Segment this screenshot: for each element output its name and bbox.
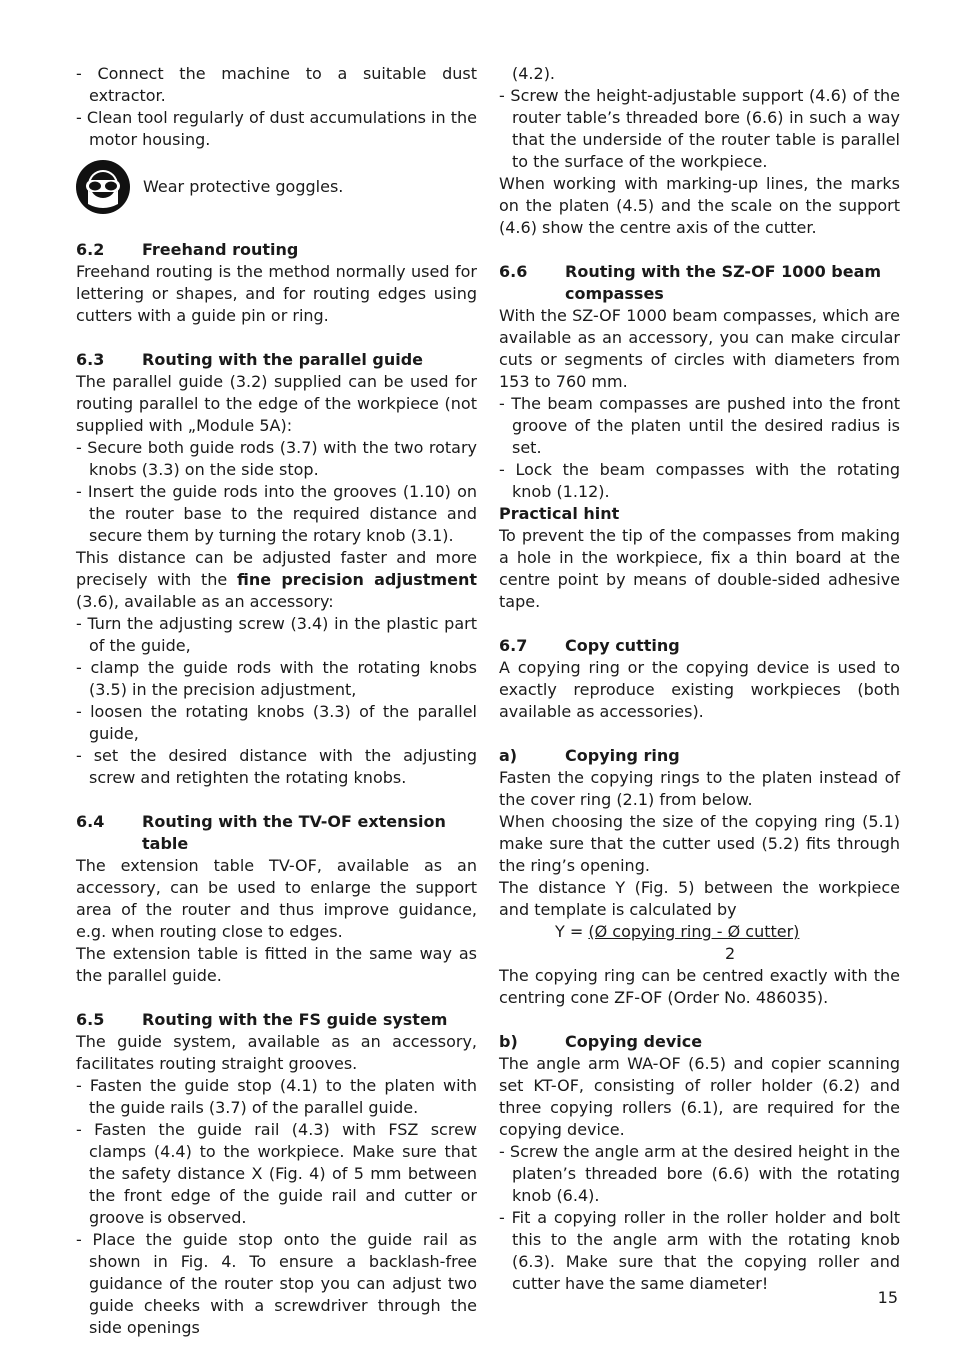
paragraph: Fasten the copying rings to the platen instead of the cover ring (2.1) from below. (499, 768, 900, 809)
paragraph: The extension table is fitted in the same way as the parallel guide. (76, 944, 477, 985)
section-title: Freehand routing (142, 240, 299, 259)
section-heading-6-3 (76, 349, 477, 371)
continuation-text: (4.2). (512, 64, 556, 83)
section-title: Copying device (565, 1032, 703, 1051)
right-column (499, 63, 900, 1295)
list-item: - Insert the guide rods into the grooves (1.10) on the router base to the required distance and secure them by turning the rotary knob (3.1). (76, 482, 477, 545)
formula (499, 921, 900, 943)
section-title: Routing with the parallel guide (142, 350, 424, 369)
section-number: 6.6 (499, 262, 528, 281)
list-item: - Turn the adjusting screw (3.4) in the plastic part of the guide, (76, 614, 477, 655)
paragraph: The parallel guide (3.2) supplied can be used for routing parallel to the edge of the workpiece (not supplied with „Module 5A): (76, 372, 477, 435)
paragraph: The copying ring can be centred exactly with the centring cone ZF-OF (Order No. 486035). (499, 966, 900, 1007)
paragraph: Freehand routing is the method normally used for lettering or shapes, and for routing edges using cutters with a guide pin or ring. (76, 262, 477, 325)
section-heading-b (499, 1031, 900, 1053)
section-heading-a (499, 745, 900, 767)
text: This distance can be adjusted faster and more precisely with the (76, 548, 477, 589)
list-item: - Screw the angle arm at the desired height in the platen’s threaded bore (6.6) with the rotating knob (6.4). (499, 1142, 900, 1205)
text: (3.6), available as an accessory: (76, 592, 334, 611)
warning-text: Wear protective goggles. (143, 177, 344, 196)
section-number: a) (499, 746, 518, 765)
paragraph: When working with marking-up lines, the marks on the platen (4.5) and the scale on the support (4.6) show the centre axis of the cutter. (499, 174, 900, 237)
list-item: - clamp the guide rods with the rotating knobs (3.5) in the precision adjustment, (76, 658, 477, 699)
section-title: Copying ring (565, 746, 680, 765)
list-item: - Lock the beam compasses with the rotating knob (1.12). (499, 460, 900, 501)
list-item: - Fit a copying roller in the roller holder and bolt this to the angle arm with the rotating knob (6.3). Make sure that the copying roller and cutter have the same diameter! (499, 1208, 900, 1293)
list-item: - Connect the machine to a suitable dust extractor. (76, 64, 477, 105)
list-item: - Secure both guide rods (3.7) with the two rotary knobs (3.3) on the side stop. (76, 438, 477, 479)
section-title: Routing with the SZ-OF 1000 beam compasses (565, 262, 882, 303)
list-item: - Fasten the guide stop (4.1) to the platen with the guide rails (3.7) of the parallel guide. (76, 1076, 477, 1117)
paragraph: The guide system, available as an accessory, facilitates routing straight grooves. (76, 1032, 477, 1073)
formula-denominator: 2 (725, 944, 736, 963)
paragraph (76, 547, 477, 613)
paragraph: A copying ring or the copying device is used to exactly reproduce existing workpieces (both available as accessories). (499, 658, 900, 721)
section-heading-6-7 (499, 635, 900, 657)
paragraph: The extension table TV-OF, available as an accessory, can be used to enlarge the support area of the router and thus improve guidance, e.g. when routing close to edges. (76, 856, 477, 941)
formula-lhs: Y = (555, 922, 589, 941)
paragraph: The angle arm WA-OF (6.5) and copier scanning set KT-OF, consisting of roller holder (6.2) and three copying rollers (6.1), are required for the copying device. (499, 1054, 900, 1139)
section-title: Routing with the FS guide system (142, 1010, 448, 1029)
section-heading-6-4 (76, 811, 477, 855)
safety-goggles-icon (76, 160, 130, 214)
section-number: 6.2 (76, 240, 105, 259)
page-number: 15 (877, 1288, 898, 1307)
section-heading-6-6 (499, 261, 900, 305)
left-column (76, 63, 477, 1339)
list-item: - Place the guide stop onto the guide rail as shown in Fig. 4. To ensure a backlash-free guidance of the router stop you can adjust two guide cheeks with a screwdriver through the side openings (76, 1230, 477, 1337)
paragraph: With the SZ-OF 1000 beam compasses, which are available as an accessory, you can make circular cuts or segments of circles with diameters from 153 to 760 mm. (499, 306, 900, 391)
section-heading-6-5 (76, 1009, 477, 1031)
list-item: - Fasten the guide rail (4.3) with FSZ screw clamps (4.4) to the workpiece. Make sure that the safety distance X (Fig. 4) of 5 mm between the front edge of the guide rail and cutter or groove is observed. (76, 1120, 477, 1227)
section-number: 6.4 (76, 812, 105, 831)
section-number: 6.7 (499, 636, 528, 655)
section-number: b) (499, 1032, 518, 1051)
section-number: 6.5 (76, 1010, 105, 1029)
list-item: - loosen the rotating knobs (3.3) of the parallel guide, (76, 702, 477, 743)
bold-term: fine precision adjustment (237, 570, 477, 589)
paragraph: The distance Y (Fig. 5) between the workpiece and template is calculated by (499, 878, 900, 919)
section-title: Routing with the TV-OF extension table (142, 812, 446, 853)
formula-numerator: (Ø copying ring - Ø cutter) (588, 922, 800, 941)
warning-notice (76, 159, 477, 215)
section-number: 6.3 (76, 350, 105, 369)
section-heading-6-2 (76, 239, 477, 261)
hint-title: Practical hint (499, 504, 620, 523)
list-item: - Screw the height-adjustable support (4.6) of the router table’s threaded bore (6.6) in such a way that the underside of the router table is parallel to the surface of the workpiece. (499, 86, 900, 171)
list-item: - set the desired distance with the adjusting screw and retighten the rotating knobs. (76, 746, 477, 787)
section-title: Copy cutting (565, 636, 680, 655)
paragraph: To prevent the tip of the compasses from making a hole in the workpiece, fix a thin board at the centre point by means of double-sided adhesive tape. (499, 526, 900, 611)
list-item: - Clean tool regularly of dust accumulations in the motor housing. (76, 108, 477, 149)
list-item: - The beam compasses are pushed into the front groove of the platen until the desired radius is set. (499, 394, 900, 457)
paragraph: When choosing the size of the copying ring (5.1) make sure that the cutter used (5.2) fits through the ring’s opening. (499, 812, 900, 875)
